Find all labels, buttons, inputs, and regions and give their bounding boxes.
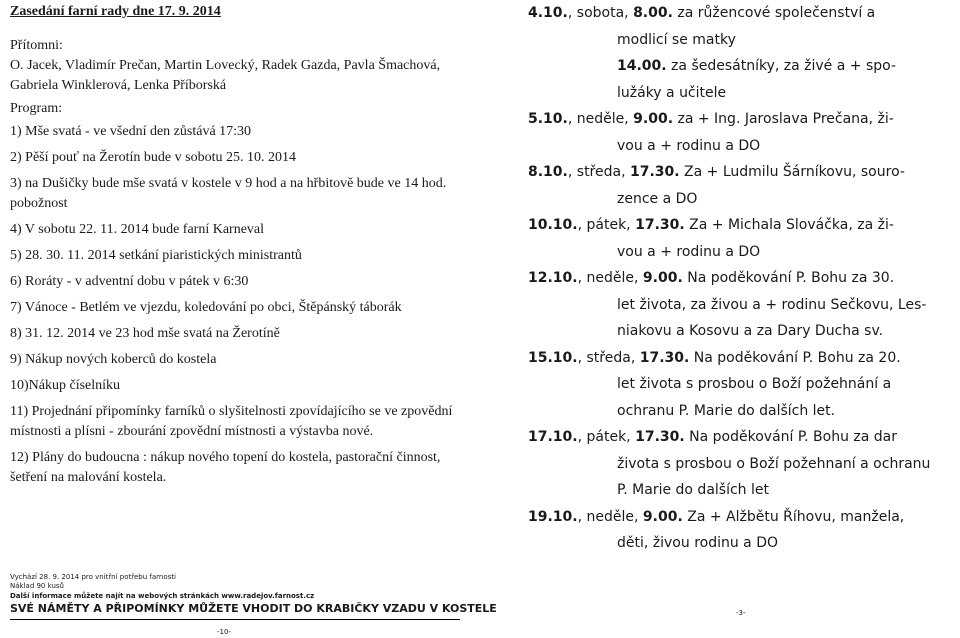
schedule-intention: vou a + rodinu a DO bbox=[617, 243, 761, 260]
schedule-weekday: , neděle, bbox=[567, 111, 634, 127]
program-item: 11) Projednání připomínky farníků o slyšitelnosti zpovídajícího se ve zpovědní místnosti a plísni - zbourání zpovědní místnosti a výstavba nové. bbox=[10, 404, 453, 439]
bulletin-footer bbox=[10, 573, 497, 620]
schedule-continuation bbox=[528, 371, 954, 398]
schedule-intention: modlicí se matky bbox=[617, 31, 736, 48]
program-item: 10)Nákup číselníku bbox=[10, 378, 121, 393]
schedule-intention: života s prosbou o Boží požehnaní a ochranu bbox=[617, 455, 931, 472]
schedule-time: 17.30. bbox=[630, 164, 680, 180]
schedule-entry bbox=[528, 106, 954, 133]
schedule-weekday: , středa, bbox=[567, 164, 630, 180]
schedule-continuation bbox=[528, 186, 954, 213]
program-item: 9) Nákup nových koberců do kostela bbox=[10, 352, 217, 367]
schedule-intention: lužáky a učitele bbox=[617, 84, 727, 101]
program-item: 7) Vánoce - Betlém ve vjezdu, koledování po obci, Štěpánský táborák bbox=[10, 300, 402, 315]
schedule-intention: za šedesátníky, za živé a + spo- bbox=[666, 58, 896, 74]
schedule-continuation bbox=[528, 398, 954, 425]
schedule-date: 10.10. bbox=[528, 217, 578, 233]
schedule-weekday: , neděle, bbox=[577, 508, 643, 525]
schedule-weekday: , neděle, bbox=[577, 270, 643, 286]
schedule-intention: za růžencové společenství a bbox=[672, 5, 876, 21]
schedule-intention: let života, za živou a + rodinu Sečkovu, Les- bbox=[617, 296, 927, 313]
schedule-date: 5.10. bbox=[528, 111, 568, 127]
schedule-entry bbox=[528, 265, 954, 292]
schedule-date: 8.10. bbox=[528, 164, 568, 180]
schedule-intention: niakovu a Kosovu a za Dary Ducha sv. bbox=[617, 323, 884, 339]
schedule-continuation bbox=[528, 133, 954, 160]
meeting-minutes bbox=[10, 0, 460, 488]
schedule-date: 12.10. bbox=[528, 270, 578, 286]
schedule-intention: Za + Michala Slováčka, za ži- bbox=[684, 217, 894, 233]
schedule-intention: Za + Alžbětu Říhovu, manžela, bbox=[682, 508, 905, 525]
schedule-intention: za + Ing. Jaroslava Prečana, ži- bbox=[673, 111, 894, 127]
program-label: Program: bbox=[10, 101, 63, 116]
minutes-title: Zasedání farní rady dne 17. 9. 2014 bbox=[10, 4, 221, 19]
schedule-date: 15.10. bbox=[528, 349, 578, 366]
schedule-entry bbox=[528, 212, 954, 239]
schedule-time: 9.00. bbox=[633, 111, 674, 127]
schedule-continuation bbox=[528, 292, 954, 319]
schedule-time: 17.30. bbox=[635, 429, 685, 445]
schedule-entry bbox=[528, 424, 954, 451]
schedule-intention: Za + Ludmilu Šárníkovu, souro- bbox=[679, 164, 905, 180]
schedule-continuation bbox=[528, 239, 954, 266]
suggestion-slogan: SVÉ NÁMĚTY A PŘIPOMÍNKY MŮŽETE VHODIT DO KRABIČKY VZADU V KOSTELE bbox=[10, 602, 497, 615]
schedule-intention: Na poděkování P. Bohu za 20. bbox=[689, 349, 901, 366]
schedule-continuation bbox=[528, 318, 954, 345]
schedule-weekday: , sobota, bbox=[567, 5, 634, 21]
schedule-date: 19.10. bbox=[528, 508, 578, 525]
program-item: 5) 28. 30. 11. 2014 setkání piaristických ministrantů bbox=[10, 248, 302, 263]
schedule-weekday: , pátek, bbox=[577, 429, 636, 445]
circulation-info: Náklad 90 kusů bbox=[10, 582, 64, 590]
schedule-intention: P. Marie do dalších let bbox=[617, 482, 769, 498]
schedule-continuation bbox=[528, 27, 954, 54]
schedule-continuation bbox=[528, 477, 954, 504]
schedule-entry bbox=[528, 345, 954, 372]
program-item: 1) Mše svatá - ve všední den zůstává 17:30 bbox=[10, 124, 252, 139]
schedule-entry bbox=[528, 159, 954, 186]
schedule-date: 17.10. bbox=[528, 429, 578, 445]
schedule-time: 17.30. bbox=[635, 217, 685, 233]
schedule-entry bbox=[528, 0, 954, 27]
program-item: 12) Plány do budoucna : nákup nového topení do kostela, pastorační činnost, šetření na malování kostela. bbox=[10, 450, 441, 485]
program-item: 6) Roráty - v adventní dobu v pátek v 6:30 bbox=[10, 274, 249, 289]
issue-info: Vychází 28. 9. 2014 pro vnitřní potřebu farnosti bbox=[10, 573, 176, 581]
attendees-label: Přítomni: bbox=[10, 38, 63, 53]
page-number-right: -3- bbox=[736, 609, 746, 617]
schedule-intention: děti, živou rodinu a DO bbox=[617, 535, 779, 551]
schedule-date: 4.10. bbox=[528, 5, 568, 21]
program-item: 2) Pěší pouť na Žerotín bude v sobotu 25. 10. 2014 bbox=[10, 150, 296, 165]
schedule-continuation bbox=[528, 451, 954, 478]
schedule-time: 17.30. bbox=[639, 349, 690, 366]
program-item: 4) V sobotu 22. 11. 2014 bude farní Karneval bbox=[10, 222, 265, 237]
schedule-intention: ochranu P. Marie do dalších let. bbox=[617, 402, 836, 419]
schedule-weekday: , pátek, bbox=[577, 217, 636, 233]
schedule-weekday: , středa, bbox=[577, 349, 640, 366]
schedule-entry bbox=[528, 504, 954, 531]
mass-schedule bbox=[528, 0, 954, 557]
schedule-continuation bbox=[528, 80, 954, 107]
schedule-continuation bbox=[528, 530, 954, 557]
schedule-time: 14.00. bbox=[617, 58, 667, 74]
program-item: 8) 31. 12. 2014 ve 23 hod mše svatá na Žerotíně bbox=[10, 326, 280, 341]
website-info: Další informace můžete najít na webových stránkách www.radejov.farnost.cz bbox=[10, 592, 315, 600]
schedule-continuation bbox=[528, 53, 954, 80]
schedule-time: 9.00. bbox=[642, 508, 683, 525]
schedule-time: 9.00. bbox=[642, 270, 683, 286]
attendees-list: O. Jacek, Vladimír Prečan, Martin Lovecký, Radek Gazda, Pavla Šmachová, Gabriela Winklerová, Lenka Příborská bbox=[10, 58, 441, 93]
program-item: 3) na Dušičky bude mše svatá v kostele v 9 hod a na hřbitově bude ve 14 hod. pobožnost bbox=[10, 176, 447, 211]
schedule-intention: Na poděkování P. Bohu za 30. bbox=[682, 270, 895, 286]
schedule-intention: vou a + rodinu a DO bbox=[617, 137, 761, 154]
schedule-intention: Na poděkování P. Bohu za dar bbox=[684, 429, 897, 445]
schedule-time: 8.00. bbox=[633, 5, 673, 21]
page-number-left: -10- bbox=[217, 628, 231, 636]
schedule-intention: zence a DO bbox=[617, 190, 698, 207]
schedule-intention: let života s prosbou o Boží požehnání a bbox=[617, 376, 892, 392]
footer-divider bbox=[10, 619, 460, 620]
